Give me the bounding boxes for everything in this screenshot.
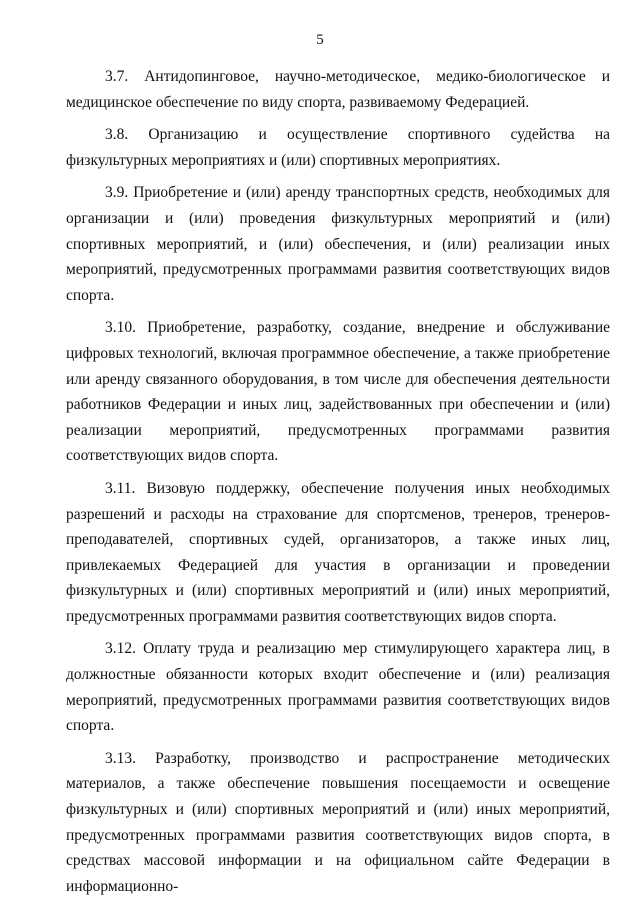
document-body	[66, 64, 610, 906]
paragraph-3-8: 3.8. Организацию и осуществление спортивного судейства на физкультурных мероприятиях и (или) спортивных мероприятиях.	[66, 126, 610, 169]
paragraph-3-12: 3.12. Оплату труда и реализацию мер стимулирующего характера лиц, в должностные обязанности которых входит обеспечение и (или) реализация мероприятий, предусмотренных программами развития соответствующих видов спорта.	[66, 640, 610, 735]
page-number: 5	[316, 32, 324, 48]
paragraph-3-9: 3.9. Приобретение и (или) аренду транспортных средств, необходимых для организации и (или) проведения физкультурных мероприятий и (или) спортивных мероприятий, и (или) обеспечения, и (или) реализации иных мероприятий, предусмотренных программами развития соответствующих видов спорта.	[66, 184, 610, 304]
paragraph-3-10: 3.10. Приобретение, разработку, создание, внедрение и обслуживание цифровых технологий, включая программное обеспечение, а также приобретение или аренду связанного оборудования, в том числе для обеспечения деятельности работников Федерации и иных лиц, задействованных при обеспечении и (или) реализации мероприятий, предусмотренных программами развития соответствующих видов спорта.	[66, 319, 610, 465]
paragraph-3-11: 3.11. Визовую поддержку, обеспечение получения иных необходимых разрешений и расходы на страхование для спортсменов, тренеров, тренеров-преподавателей, спортивных судей, организаторов, а также иных лиц, привлекаемых Федерацией для участия в организации и проведении физкультурных и (или) спортивных мероприятий и (или) иных мероприятий, предусмотренных программами развития соответствующих видов спорта.	[66, 479, 610, 625]
paragraph-3-13: 3.13. Разработку, производство и распространение методических материалов, а также обеспечение повышения посещаемости и освещение физкультурных и (или) спортивных мероприятий и (или) иных мероприятий, предусмотренных программами развития соответствующих видов спорта, в средствах массовой информации и на официальном сайте Федерации в информационно-	[66, 749, 610, 895]
paragraph-3-7: 3.7. Антидопинговое, научно-методическое, медико-биологическое и медицинское обеспечение по виду спорта, развиваемому Федерацией.	[66, 68, 610, 111]
